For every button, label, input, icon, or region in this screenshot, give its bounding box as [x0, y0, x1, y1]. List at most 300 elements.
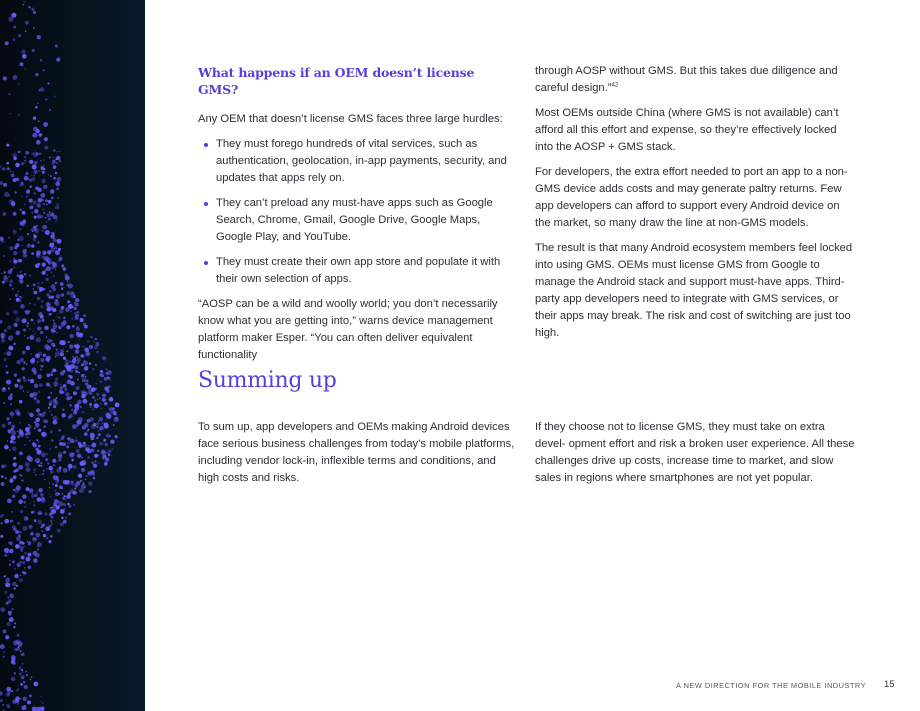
particle-dot: [96, 393, 99, 396]
particle-dot: [26, 435, 29, 438]
particle-dot: [97, 398, 99, 400]
particle-dot: [22, 54, 27, 59]
particle-dot: [39, 365, 41, 367]
particle-dot: [104, 377, 108, 381]
particle-dot: [65, 392, 69, 396]
particle-dot: [83, 346, 85, 348]
particle-dot: [14, 574, 19, 579]
particle-dot: [99, 417, 104, 422]
particle-dot: [55, 479, 59, 483]
particle-dot: [27, 244, 31, 248]
particle-dot: [96, 351, 99, 354]
particle-dot: [23, 379, 26, 382]
particle-dot: [40, 160, 42, 162]
particle-dot: [70, 439, 75, 444]
particle-dot: [21, 556, 25, 560]
particle-dot: [50, 189, 54, 193]
particle-dot: [3, 656, 5, 658]
particle-dot: [40, 59, 43, 62]
particle-dot: [5, 477, 7, 479]
particle-dot: [40, 493, 44, 497]
particle-dot: [33, 290, 36, 293]
particle-dot: [55, 385, 57, 387]
particle-dot: [41, 530, 43, 532]
particle-dot: [49, 411, 50, 412]
particle-dot: [92, 409, 94, 411]
particle-dot: [19, 400, 23, 404]
particle-dot: [24, 335, 25, 336]
particle-dot: [58, 317, 60, 319]
particle-dot: [40, 696, 42, 698]
particle-dot: [46, 278, 49, 281]
particle-dot: [24, 204, 26, 206]
particle-dot: [19, 259, 23, 263]
particle-dot: [86, 325, 88, 327]
particle-dot: [68, 468, 70, 470]
particle-dot: [51, 439, 53, 441]
particle-dot: [38, 445, 41, 448]
particle-dot: [29, 695, 32, 698]
particle-dot: [20, 650, 22, 652]
particle-dot: [35, 423, 40, 428]
particle-dot: [12, 416, 14, 418]
particle-dot: [90, 406, 92, 408]
particle-wave-graphic: [0, 0, 145, 711]
particle-dot: [66, 284, 69, 287]
particle-dot: [56, 485, 58, 487]
particle-dot: [31, 174, 32, 175]
particle-dot: [49, 403, 52, 406]
particle-dot: [5, 578, 10, 583]
particle-dot: [8, 17, 13, 22]
particle-dot: [17, 435, 20, 438]
particle-dot: [53, 405, 56, 408]
particle-dot: [65, 499, 67, 501]
particle-dot: [13, 26, 16, 29]
particle-dot: [47, 250, 51, 254]
particle-dot: [46, 204, 48, 206]
particle-dot: [81, 457, 83, 459]
body-paragraph: The result is that many Android ecosystem members feel locked into using GMS. OEMs must license GMS from Google to manage the Android stack and support must-have apps. Third-party app developers need to integrate with GMS services, or their apps may break. The risk and cost of switching are just too high.: [535, 242, 853, 339]
particle-dot: [94, 399, 96, 401]
particle-dot: [79, 488, 84, 493]
particle-dot: [39, 290, 41, 292]
summary-paragraph: If they choose not to license GMS, they must take on extra devel- opment effort and risk a broken user experience. All these challenges drive up costs, increase time to market, and slow sales in regions where smartphones are not yet popular.: [535, 421, 855, 484]
particle-dot: [28, 542, 32, 546]
particle-dot: [17, 431, 19, 433]
particle-dot: [0, 691, 3, 695]
particle-dot: [89, 345, 93, 349]
particle-dot: [61, 306, 65, 310]
particle-dot: [63, 267, 67, 271]
particle-dot: [40, 193, 45, 198]
particle-dot: [5, 635, 9, 639]
summary-left: [198, 419, 518, 495]
particle-dot: [62, 497, 65, 500]
particle-dot: [100, 381, 102, 383]
particle-dot: [48, 218, 51, 221]
particle-dot: [56, 332, 58, 334]
particle-dot: [46, 221, 47, 222]
particle-dot: [58, 454, 62, 458]
particle-dot: [33, 371, 37, 375]
particle-dot: [7, 597, 9, 599]
particle-dot: [33, 27, 35, 29]
particle-dot: [95, 338, 97, 340]
particle-dot: [51, 295, 54, 298]
particle-dot: [46, 382, 50, 386]
particle-dot: [10, 393, 13, 396]
particle-dot: [13, 476, 17, 480]
particle-dot: [69, 361, 72, 364]
particle-dot: [53, 320, 55, 322]
particle-dot: [6, 551, 9, 554]
particle-dot: [73, 307, 76, 310]
particle-dot: [42, 473, 44, 475]
particle-dot: [9, 594, 14, 599]
particle-dot: [61, 264, 64, 267]
particle-dot: [18, 465, 23, 470]
particle-dot: [58, 326, 62, 330]
particle-dot: [36, 337, 41, 342]
particle-dot: [59, 309, 63, 313]
particle-dot: [67, 281, 68, 282]
particle-dot: [21, 678, 23, 680]
particle-dot: [4, 554, 7, 557]
particle-dot: [36, 408, 40, 412]
particle-dot: [35, 354, 38, 357]
particle-dot: [87, 419, 91, 423]
particle-dot: [40, 368, 42, 370]
particle-dot: [11, 430, 16, 435]
particle-dot: [42, 225, 47, 230]
particle-dot: [90, 393, 92, 395]
particle-dot: [29, 525, 33, 529]
particle-dot: [59, 160, 62, 163]
particle-dot: [88, 481, 93, 486]
particle-dot: [33, 682, 38, 687]
particle-dot: [19, 667, 22, 670]
particle-dot: [48, 361, 49, 362]
particle-dot: [36, 225, 38, 227]
particle-dot: [90, 336, 92, 338]
particle-dot: [14, 568, 16, 570]
particle-dot: [63, 384, 67, 388]
particle-dot: [43, 185, 47, 189]
particle-dot: [7, 167, 10, 170]
particle-dot: [44, 512, 47, 515]
particle-dot: [14, 323, 18, 327]
particle-dot: [53, 324, 58, 329]
particle-dot: [102, 458, 104, 460]
particle-dot: [51, 522, 53, 524]
particle-dot: [55, 351, 60, 356]
particle-dot: [29, 160, 33, 164]
particle-dot: [8, 396, 13, 401]
particle-dot: [63, 357, 66, 360]
particle-dot: [42, 171, 45, 174]
particle-dot: [34, 209, 38, 213]
section-heading: What happens if an OEM doesn’t license GMS?: [198, 65, 475, 97]
particle-dot: [15, 699, 19, 703]
particle-dot: [1, 482, 5, 486]
particle-dot: [31, 8, 34, 11]
particle-dot: [70, 334, 74, 338]
particle-dot: [47, 373, 51, 377]
particle-dot: [54, 95, 56, 97]
particle-dot: [60, 282, 64, 286]
particle-dot: [46, 356, 51, 361]
particle-dot: [109, 397, 114, 402]
particle-dot: [23, 4, 25, 6]
particle-dot: [13, 587, 15, 589]
particle-dot: [22, 561, 25, 564]
particle-dot: [29, 413, 33, 417]
particle-dot: [22, 211, 26, 215]
particle-dot: [105, 426, 107, 428]
particle-dot: [31, 229, 33, 231]
particle-dot: [61, 288, 63, 290]
particle-dot: [59, 389, 61, 391]
particle-dot: [91, 424, 96, 429]
particle-dot: [36, 439, 38, 441]
particle-dot: [45, 458, 48, 461]
particle-dot: [9, 449, 11, 451]
particle-dot: [23, 390, 24, 391]
particle-dot: [33, 235, 36, 238]
particle-dot: [18, 500, 23, 505]
particle-dot: [94, 346, 98, 350]
particle-dot: [111, 448, 113, 450]
particle-dot: [31, 511, 34, 514]
particle-dot: [42, 271, 46, 275]
particle-dot: [19, 271, 21, 273]
particle-dot: [47, 213, 51, 217]
particle-dot: [8, 429, 12, 433]
particle-dot: [16, 585, 18, 587]
particle-dot: [63, 317, 65, 319]
particle-dot: [46, 453, 48, 455]
particle-dot: [72, 356, 74, 358]
particle-dot: [40, 215, 43, 218]
particle-dot: [10, 173, 14, 177]
particle-dot: [6, 380, 11, 385]
particle-dot: [68, 309, 70, 311]
particle-dot: [25, 21, 29, 25]
particle-dot: [21, 550, 23, 552]
particle-dot: [46, 336, 47, 337]
particle-dot: [85, 475, 87, 477]
particle-dot: [56, 177, 61, 182]
particle-dot: [25, 310, 30, 315]
particle-dot: [56, 505, 60, 509]
particle-dot: [49, 211, 51, 213]
particle-dot: [30, 379, 34, 383]
particle-dot: [20, 546, 24, 550]
particle-dot: [17, 239, 19, 241]
particle-dot: [35, 73, 39, 77]
particle-dot: [84, 432, 87, 435]
particle-dot: [65, 276, 70, 281]
particle-dot: [17, 565, 19, 567]
particle-dot: [26, 363, 28, 365]
particle-dot: [79, 445, 81, 447]
particle-dot: [55, 377, 58, 380]
particle-dot: [3, 76, 7, 80]
particle-dot: [33, 558, 37, 562]
particle-dot: [32, 230, 34, 232]
particle-dot: [67, 503, 70, 506]
particle-dot: [71, 459, 74, 462]
particle-dot: [102, 450, 104, 452]
particle-dot: [38, 429, 41, 432]
particle-dot: [1, 239, 5, 243]
particle-dot: [3, 651, 5, 653]
particle-dot: [57, 239, 62, 244]
particle-dot: [5, 41, 9, 45]
particle-dot: [74, 344, 77, 347]
particle-dot: [8, 195, 10, 197]
particle-dot: [12, 203, 15, 206]
particle-dot: [46, 468, 48, 470]
particle-dot: [63, 503, 66, 506]
particle-dot: [44, 326, 49, 331]
particle-dot: [48, 174, 49, 175]
particle-dot: [58, 458, 61, 461]
particle-dot: [28, 6, 30, 8]
particle-dot: [13, 489, 15, 491]
particle-dot: [56, 162, 58, 164]
particle-dot: [12, 288, 14, 290]
particle-dot: [3, 255, 5, 257]
particle-dot: [49, 483, 50, 484]
decorative-sidebar: [0, 0, 145, 711]
particle-dot: [21, 669, 23, 671]
particle-dot: [42, 263, 46, 267]
particle-dot: [29, 179, 32, 182]
particle-dot: [34, 427, 36, 429]
particle-dot: [52, 483, 54, 485]
particle-dot: [101, 450, 106, 455]
particle-dot: [115, 435, 118, 438]
particle-dot: [49, 487, 50, 488]
particle-dot: [41, 319, 44, 322]
particle-dot: [55, 250, 60, 255]
particle-dot: [40, 527, 42, 529]
particle-dot: [49, 466, 53, 470]
particle-dot: [23, 362, 25, 364]
particle-dot: [68, 512, 71, 515]
particle-dot: [22, 526, 27, 531]
particle-dot: [60, 255, 62, 257]
particle-dot: [23, 681, 26, 684]
particle-dot: [73, 504, 75, 506]
particle-dot: [12, 441, 15, 444]
particle-dot: [1, 475, 4, 478]
particle-dot: [102, 393, 106, 397]
particle-dot: [46, 346, 51, 351]
particle-dot: [42, 497, 44, 499]
particle-dot: [68, 464, 73, 469]
particle-dot: [37, 520, 42, 525]
particle-dot: [13, 178, 17, 182]
particle-dot: [23, 253, 28, 258]
particle-dot: [53, 416, 58, 421]
body-paragraph: Most OEMs outside China (where GMS is not available) can’t afford all this effort and expense, so they’re effectively locked into the AOSP + GMS stack.: [535, 107, 839, 153]
particle-dot: [38, 120, 40, 122]
particle-dot: [38, 89, 40, 91]
particle-dot: [19, 236, 24, 241]
particle-dot: [27, 322, 29, 324]
particle-dot: [8, 422, 11, 425]
particle-dot: [106, 369, 108, 371]
particle-dot: [60, 509, 64, 513]
particle-dot: [9, 298, 11, 300]
particle-dot: [70, 481, 75, 486]
quote-continuation: through AOSP without GMS. But this takes due diligence and careful design.”$^{42}$: [535, 65, 838, 94]
particle-dot: [90, 436, 94, 440]
particle-dot: [38, 103, 39, 104]
particle-dot: [53, 149, 56, 152]
particle-dot: [31, 494, 34, 497]
particle-dot: [45, 230, 50, 235]
particle-dot: [67, 291, 71, 295]
particle-dot: [6, 144, 9, 147]
particle-dot: [50, 386, 52, 388]
particle-dot: [48, 407, 50, 409]
particle-dot: [107, 370, 112, 375]
particle-dot: [92, 368, 94, 370]
particle-dot: [48, 396, 51, 399]
particle-dot: [37, 241, 39, 243]
particle-dot: [33, 468, 36, 471]
particle-dot: [26, 196, 28, 198]
particle-dot: [24, 273, 26, 275]
particle-dot: [55, 446, 57, 448]
particle-dot: [91, 443, 96, 448]
particle-dot: [33, 501, 35, 503]
footnote-ref: 42: [611, 82, 619, 89]
particle-dot: [14, 672, 16, 674]
particle-dot: [17, 379, 19, 381]
particle-dot: [22, 249, 26, 253]
particle-dot: [52, 162, 55, 165]
particle-dot: [10, 520, 13, 523]
particle-dot: [94, 403, 99, 408]
particle-dot: [95, 461, 97, 463]
particle-dot: [8, 694, 9, 695]
particle-dot: [40, 462, 42, 464]
particle-dot: [22, 244, 24, 246]
particle-dot: [80, 480, 83, 483]
particle-dot: [66, 350, 68, 352]
quote-paragraph: “AOSP can be a wild and woolly world; you don’t necessarily know what you are getting into,” warns device management platform maker Esper. “You can often deliver equivalent functionality: [198, 298, 498, 361]
particle-dot: [36, 254, 38, 256]
particle-dot: [9, 284, 12, 287]
particle-dot: [62, 408, 64, 410]
particle-dot: [51, 265, 55, 269]
particle-dot: [30, 503, 31, 504]
particle-dot: [83, 314, 86, 317]
particle-dot: [39, 153, 42, 156]
particle-dot: [19, 451, 23, 455]
particle-dot: [9, 560, 11, 562]
particle-dot: [32, 238, 36, 242]
particle-dot: [43, 212, 45, 214]
particle-dot: [74, 447, 75, 448]
particle-dot: [53, 464, 55, 466]
particle-dot: [12, 582, 16, 586]
